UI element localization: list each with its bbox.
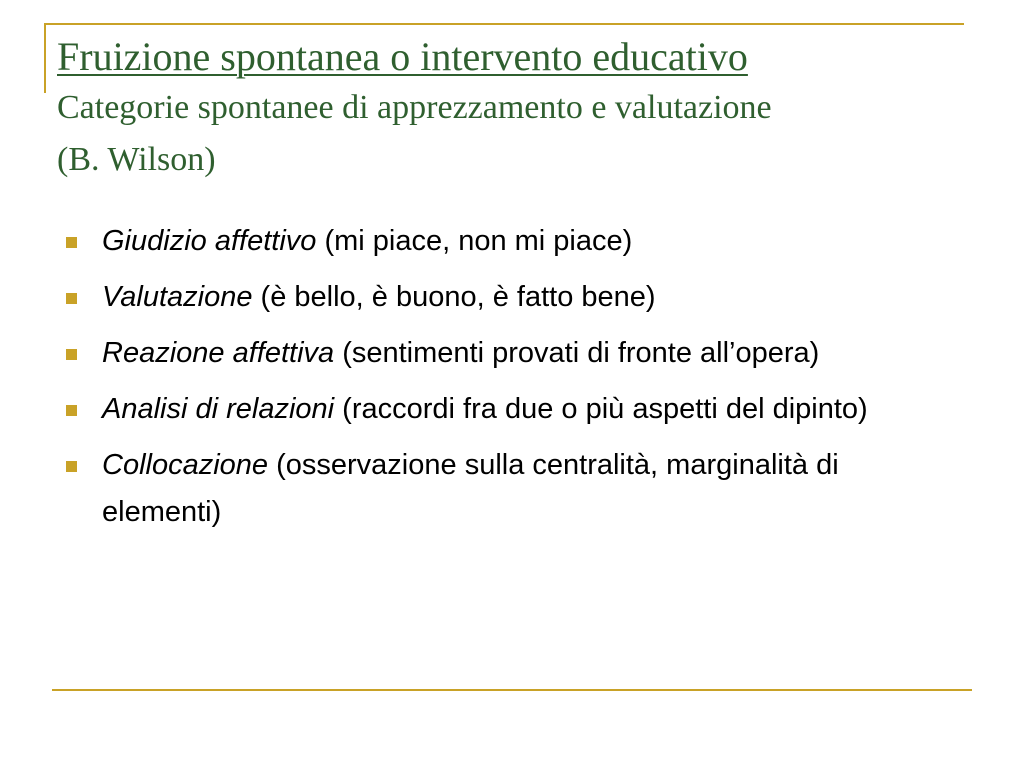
item-description: (osservazione sulla centralità, marginalità di elementi) <box>102 449 839 528</box>
square-bullet-icon <box>66 405 77 416</box>
list-item <box>62 274 962 321</box>
list-item <box>62 442 962 536</box>
frame-left-line <box>44 23 46 93</box>
list-item <box>62 386 962 433</box>
frame-top-line <box>44 23 964 25</box>
square-bullet-icon <box>66 237 77 248</box>
square-bullet-icon <box>66 349 77 360</box>
title-block <box>57 34 977 186</box>
item-description: (sentimenti provati di fronte all’opera) <box>334 337 820 369</box>
item-description: (è bello, è buono, è fatto bene) <box>252 281 656 313</box>
item-term: Giudizio affettivo <box>102 225 317 257</box>
square-bullet-icon <box>66 293 77 304</box>
item-description: (raccordi fra due o più aspetti del dipinto) <box>334 393 868 425</box>
item-term: Valutazione <box>102 281 253 313</box>
list-item <box>62 218 962 265</box>
square-bullet-icon <box>66 461 77 472</box>
item-term: Analisi di relazioni <box>102 393 335 425</box>
slide-subtitle: Categorie spontanee di apprezzamento e valutazione (B. Wilson) <box>57 89 772 178</box>
frame-bottom-line <box>52 689 972 691</box>
item-term: Reazione affettiva <box>102 337 335 369</box>
item-description: (mi piace, non mi piace) <box>316 225 633 257</box>
slide-title: Fruizione spontanea o intervento educativo <box>57 34 748 79</box>
bullet-list <box>62 218 962 545</box>
item-term: Collocazione <box>102 449 269 481</box>
list-item <box>62 330 962 377</box>
